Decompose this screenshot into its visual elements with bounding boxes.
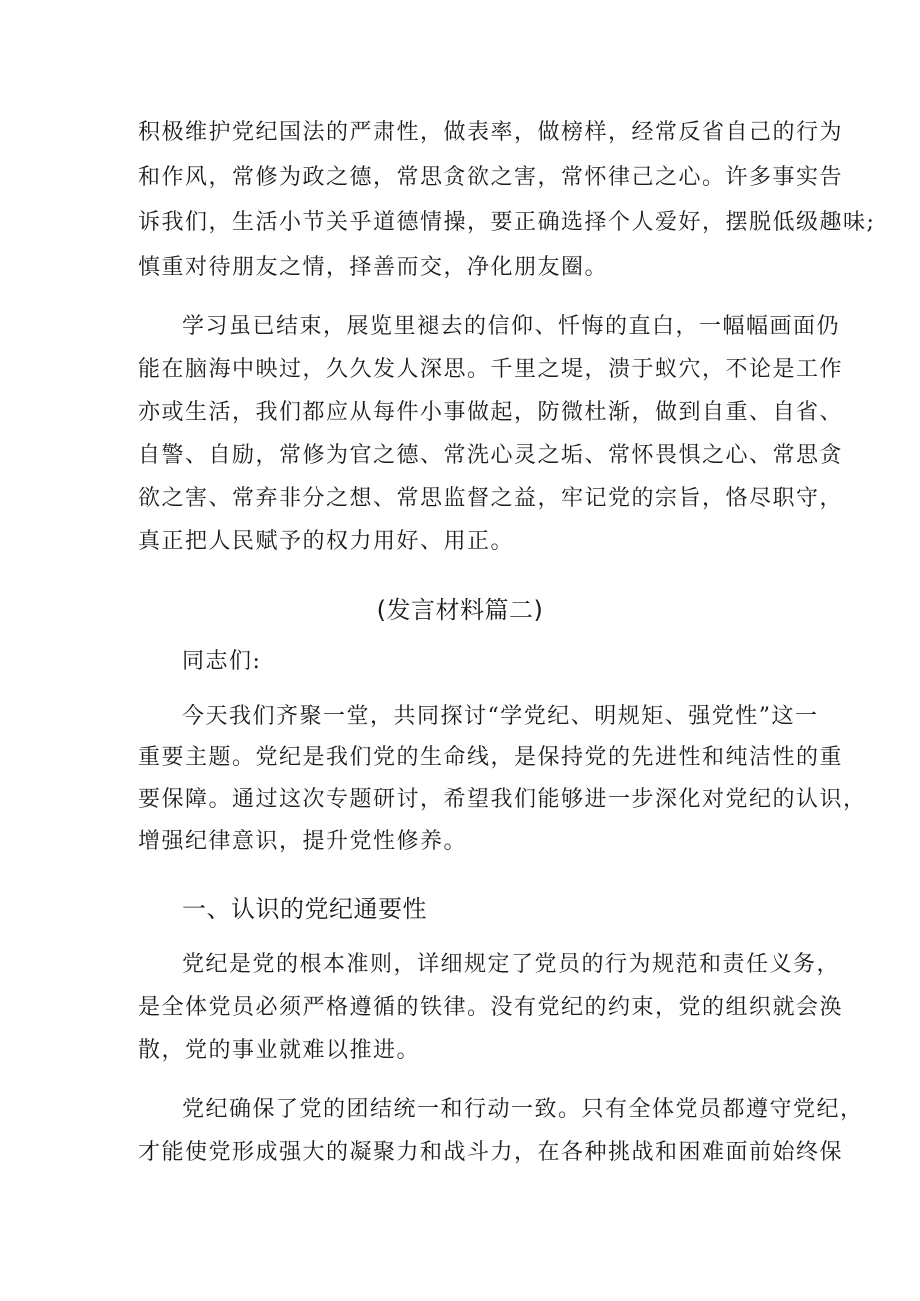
paragraph-line: 和作风，常修为政之德，常思贪欲之害，常怀律己之心。许多事实告 xyxy=(138,165,844,190)
paragraph-line: 诉我们，生活小节关乎道德情操，要正确选择个人爱好，摆脱低级趣味; xyxy=(138,210,876,235)
paragraph-line: 今天我们齐聚一堂，共同探讨“学党纪、明规矩、强党性”这一 xyxy=(182,704,819,729)
salutation: 同志们: xyxy=(182,649,262,674)
paragraph-line: 是全体党员必须严格遵循的铁律。没有党纪的约束，党的组织就会涣 xyxy=(138,995,844,1020)
paragraph-line: 党纪确保了党的团结统一和行动一致。只有全体党员都遵守党纪， xyxy=(182,1097,864,1122)
paragraph-line: 自警、自励，常修为官之德、常洗心灵之垢、常怀畏惧之心、常思贪 xyxy=(138,443,844,468)
paragraph-line: 慎重对待朋友之情，择善而交，净化朋友圈。 xyxy=(138,255,609,280)
paragraph-line: 重要主题。党纪是我们党的生命线，是保持党的先进性和纯洁性的重 xyxy=(138,745,844,770)
paragraph-line: 真正把人民赋予的权力用好、用正。 xyxy=(138,529,515,554)
paragraph-line: 学习虽已结束，展览里褪去的信仰、忏悔的直白，一幅幅画面仍 xyxy=(182,314,841,339)
paragraph-line: 增强纪律意识，提升党性修养。 xyxy=(138,829,468,854)
paragraph-line: 散，党的事业就难以推进。 xyxy=(138,1038,421,1063)
paragraph-line: 党纪是党的根本准则，详细规定了党员的行为规范和责任义务， xyxy=(182,952,841,977)
paragraph-line: 积极维护党纪国法的严肃性，做表率，做榜样，经常反省自己的行为 xyxy=(138,120,844,145)
paragraph-line: 才能使党形成强大的凝聚力和战斗力，在各种挑战和困难面前始终保 xyxy=(138,1140,844,1165)
paragraph-line: 要保障。通过这次专题研讨，希望我们能够进一步深化对党纪的认识， xyxy=(138,787,867,812)
section-title: (发言材料篇二) xyxy=(376,596,544,624)
paragraph-line: 能在脑海中映过，久久发人深思。千里之堤，溃于蚁穴，不论是工作 xyxy=(138,357,844,382)
section-heading: 一、认识的党纪通要性 xyxy=(182,895,427,923)
paragraph-line: 欲之害、常弃非分之想、常思监督之益，牢记党的宗旨，恪尽职守， xyxy=(138,486,844,511)
paragraph-line: 亦或生活，我们都应从每件小事做起，防微杜渐，做到自重、自省、 xyxy=(138,400,844,425)
